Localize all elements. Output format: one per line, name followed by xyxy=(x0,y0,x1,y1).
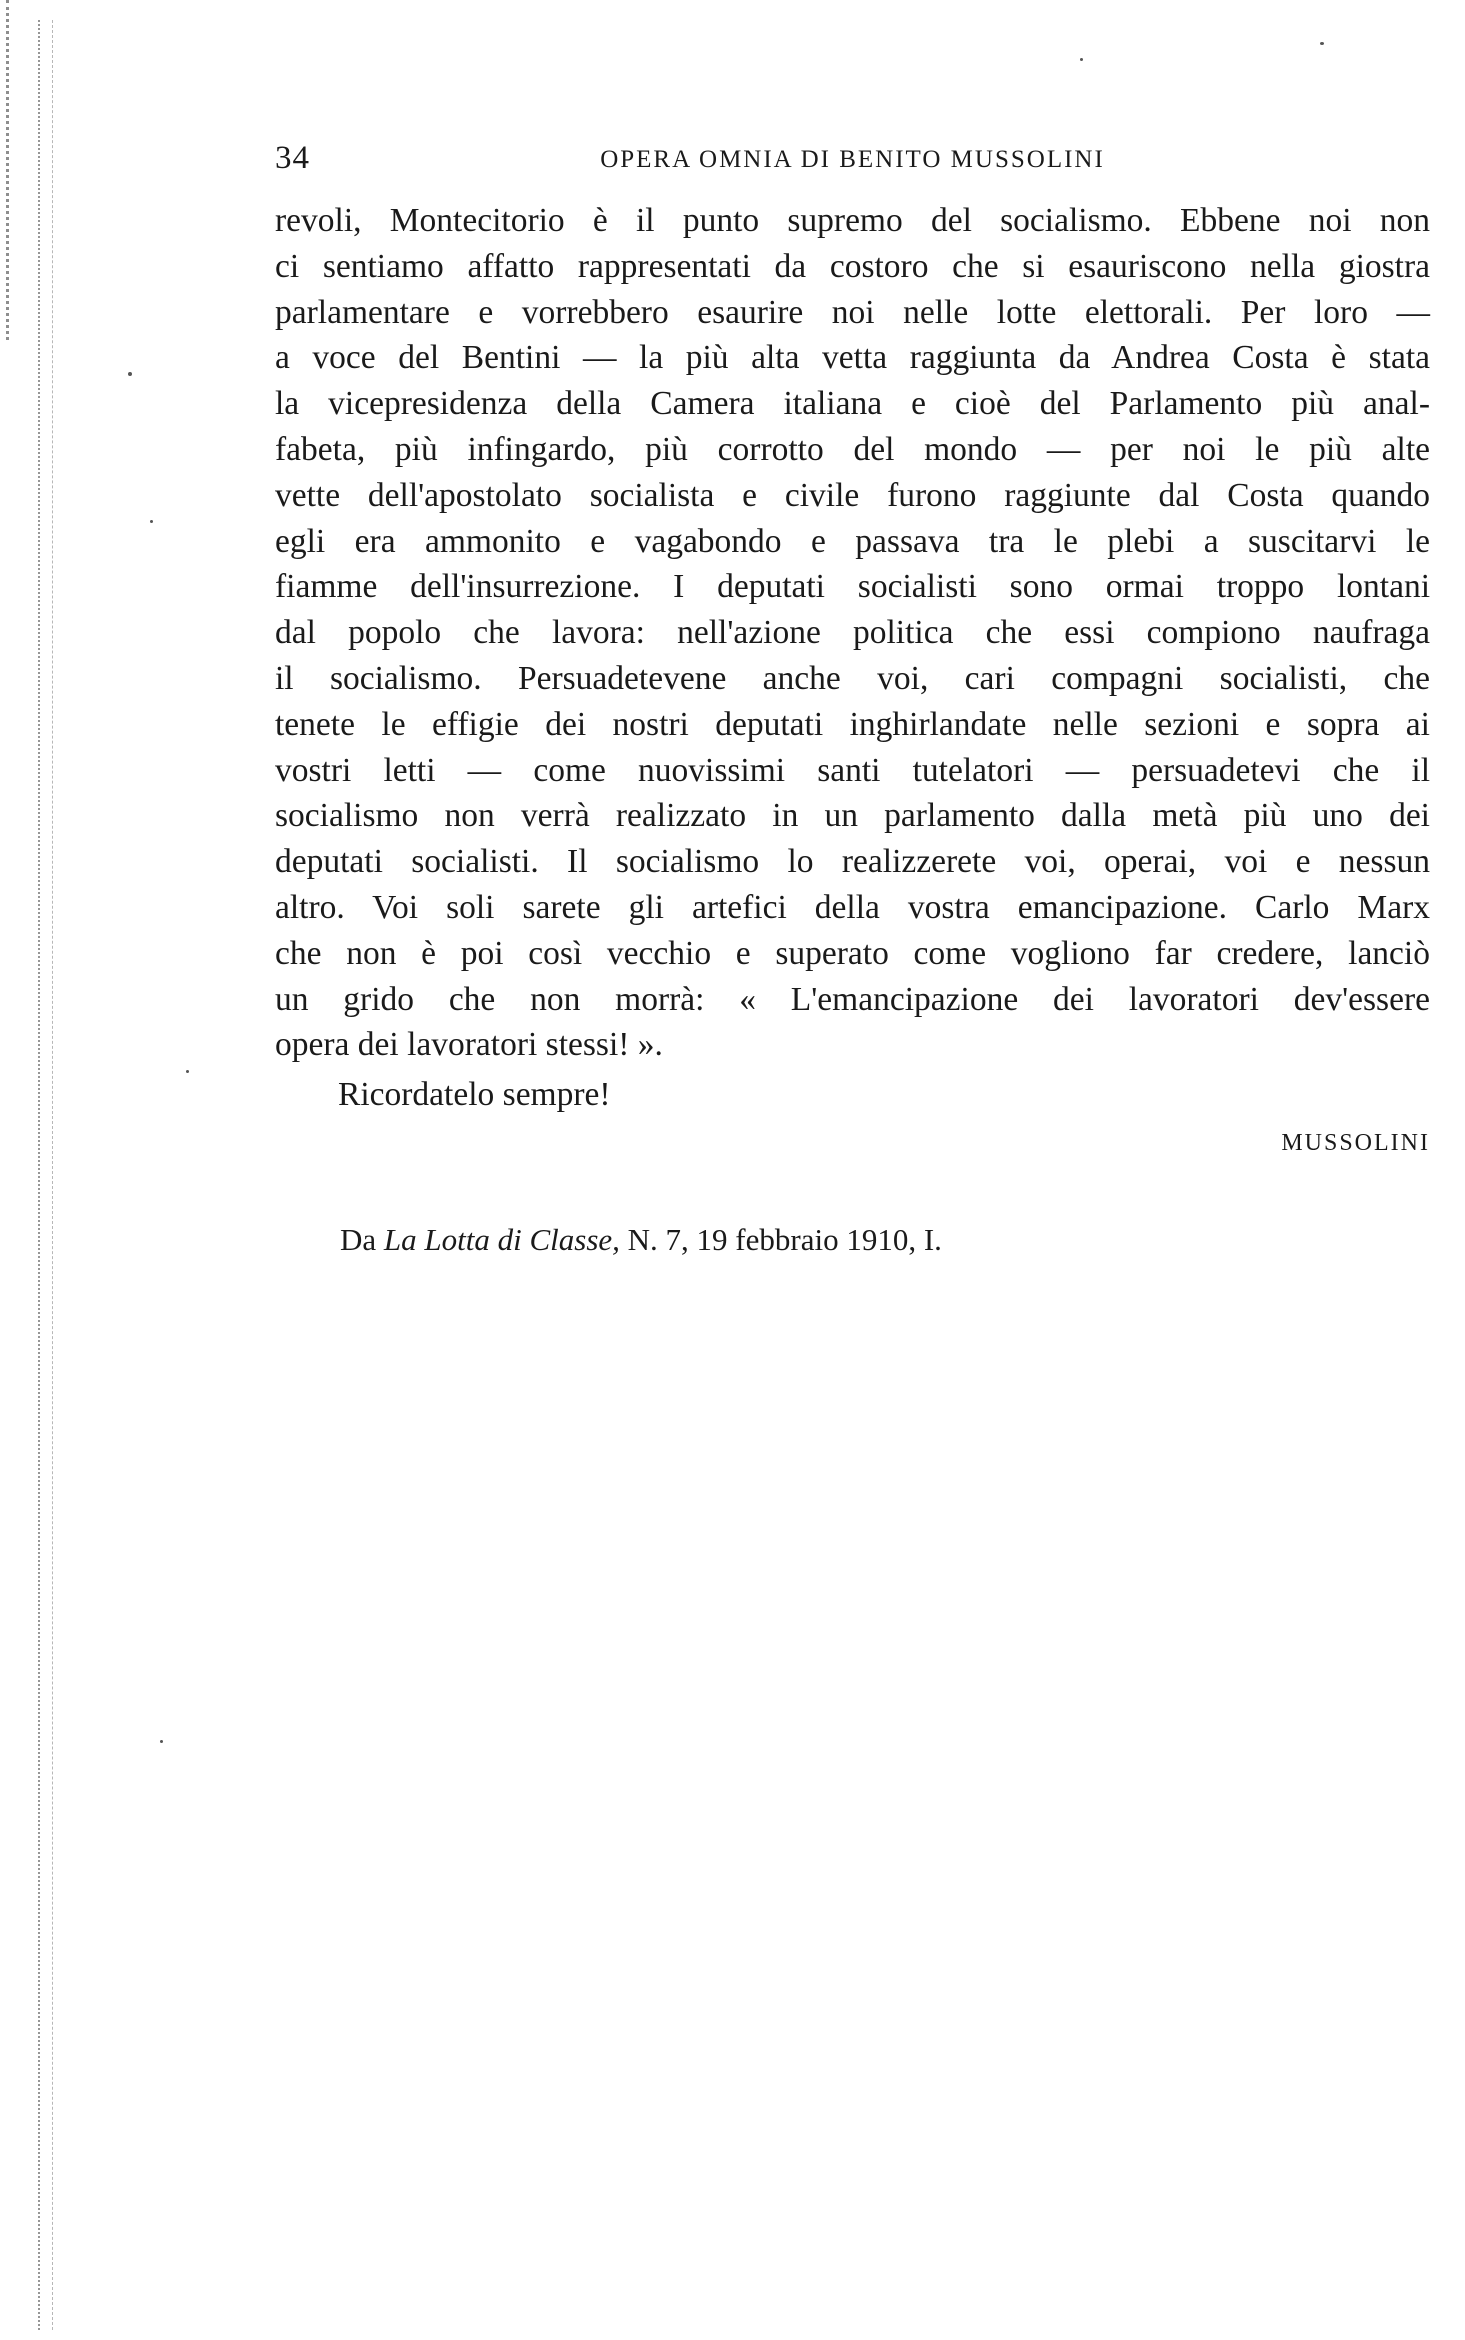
closing-line: Ricordatelo sempre! xyxy=(338,1076,611,1113)
binding-edge xyxy=(38,20,53,2330)
text-line: egli era ammonito e vagabondo e passava tra le plebi a suscitarvi le xyxy=(275,522,1430,560)
body-paragraph xyxy=(275,198,1430,1068)
page-number: 34 xyxy=(275,140,310,176)
binding-edge-outer xyxy=(6,0,13,340)
text-line: deputati socialisti. Il socialismo lo realizzerete voi, operai, voi e nessun xyxy=(275,843,1430,881)
scan-speck xyxy=(1080,58,1083,61)
text-line: opera dei lavoratori stessi! ». xyxy=(275,1026,663,1064)
source-journal: La Lotta di Classe, xyxy=(383,1222,620,1257)
text-line: che non è poi così vecchio e superato come vogliono far credere, lanciò xyxy=(275,934,1430,972)
text-line: fabeta, più infingardo, più corrotto del mondo — per noi le più alte xyxy=(275,430,1430,468)
text-line: il socialismo. Persuadetevene anche voi, cari compagni socialisti, che xyxy=(275,659,1430,697)
text-line: tenete le effigie dei nostri deputati inghirlandate nelle sezioni e sopra ai xyxy=(275,705,1430,743)
scan-speck xyxy=(128,372,132,376)
scan-speck xyxy=(1320,42,1324,45)
scan-speck xyxy=(160,1740,163,1743)
text-line: vette dell'apostolato socialista e civile furono raggiunte dal Costa quando xyxy=(275,476,1430,514)
text-line: fiamme dell'insurrezione. I deputati socialisti sono ormai troppo lontani xyxy=(275,568,1430,606)
text-line: socialismo non verrà realizzato in un parlamento dalla metà più uno dei xyxy=(275,797,1430,835)
scan-speck xyxy=(150,520,153,523)
text-line: vostri letti — come nuovissimi santi tutelatori — persuadetevi che il xyxy=(275,751,1430,789)
text-line: dal popolo che lavora: nell'azione politica che essi compiono naufraga xyxy=(275,614,1430,652)
source-citation xyxy=(340,1222,942,1258)
running-head: OPERA OMNIA DI BENITO MUSSOLINI xyxy=(600,146,1105,173)
text-line: altro. Voi soli sarete gli artefici della vostra emancipazione. Carlo Marx xyxy=(275,888,1430,926)
author-signature: MUSSOLINI xyxy=(1281,1130,1430,1156)
text-line: parlamentare e vorrebbero esaurire noi nelle lotte elettorali. Per loro — xyxy=(275,293,1430,331)
text-line: a voce del Bentini — la più alta vetta raggiunta da Andrea Costa è stata xyxy=(275,339,1430,377)
text-line: la vicepresidenza della Camera italiana e cioè del Parlamento più anal- xyxy=(275,385,1430,423)
source-prefix: Da xyxy=(340,1222,377,1257)
text-line: ci sentiamo affatto rappresentati da costoro che si esauriscono nella giostra xyxy=(275,247,1430,285)
text-line: un grido che non morrà: « L'emancipazione dei lavoratori dev'essere xyxy=(275,980,1430,1018)
scan-speck xyxy=(186,1070,189,1073)
text-line: revoli, Montecitorio è il punto supremo del socialismo. Ebbene noi non xyxy=(275,202,1430,239)
page-header xyxy=(275,140,1430,180)
source-details: N. 7, 19 febbraio 1910, I. xyxy=(627,1222,942,1257)
